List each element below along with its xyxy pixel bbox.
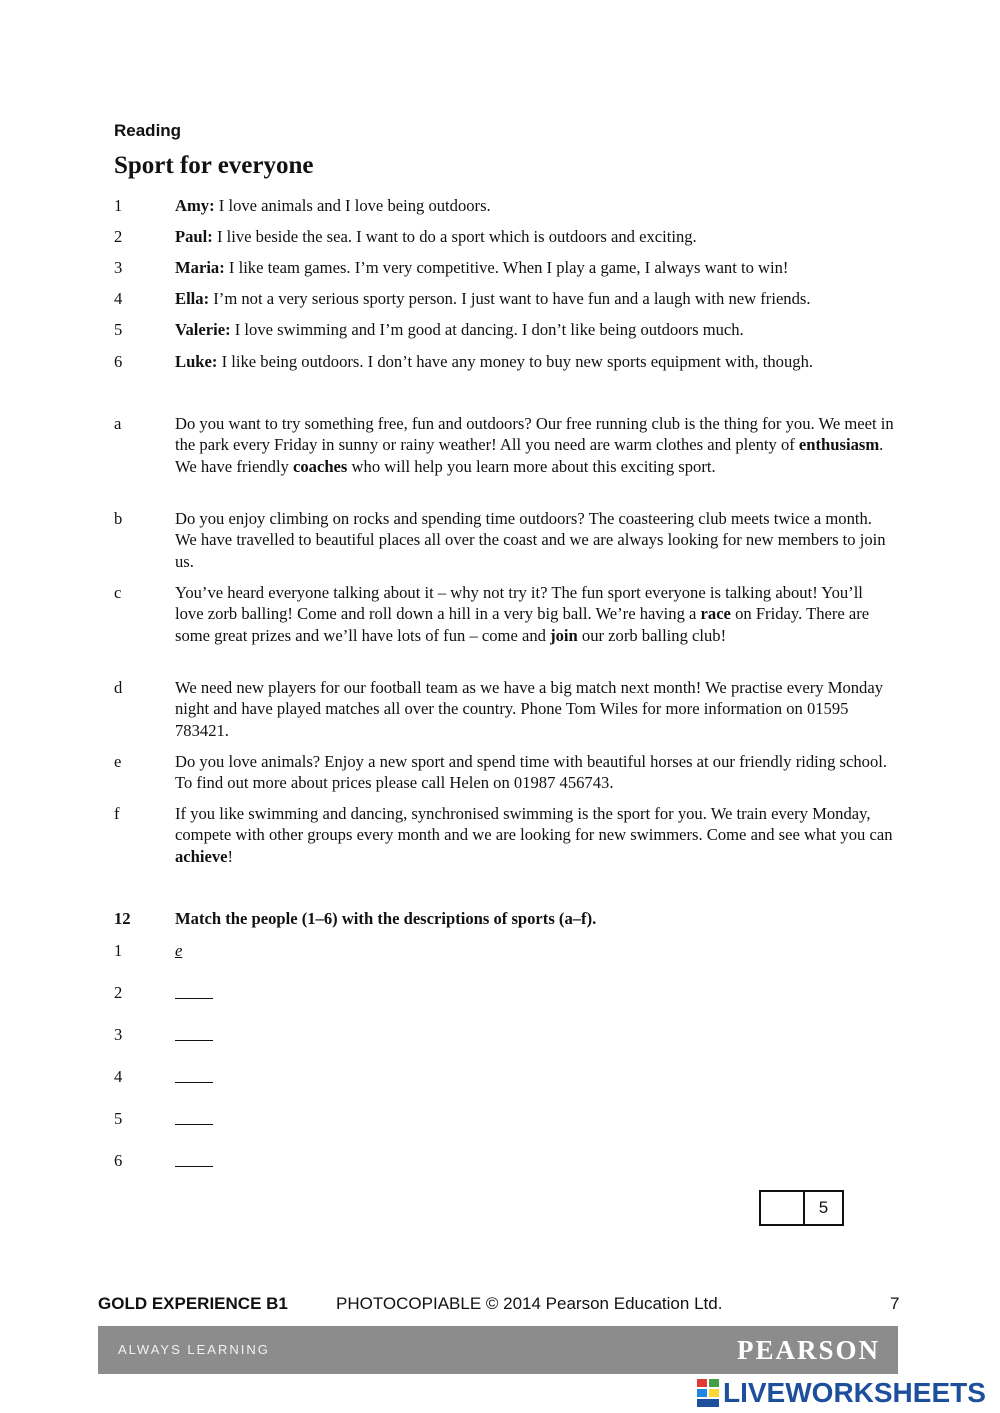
sport-description: Do you love animals? Enjoy a new sport and spend time with beautiful horses at our friendly riding school. To find out more about prices please call Helen on 01987 456743. xyxy=(175,752,887,793)
answer-field[interactable] xyxy=(175,982,213,999)
sport-description: Do you enjoy climbing on rocks and spending time outdoors? The coasteering club meets twice a month. We have travelled to beautiful places all over the coast and we are always looking for new members to join us. xyxy=(175,509,886,571)
task-number: 12 xyxy=(114,909,131,928)
item-letter: f xyxy=(114,804,120,823)
item-number: 4 xyxy=(114,289,123,308)
section-label: Reading xyxy=(114,121,182,140)
watermark-text: LIVEWORKSHEETS xyxy=(723,1377,986,1408)
person-statement: I like being outdoors. I don’t have any money to buy new sports equipment with, though. xyxy=(217,352,814,371)
footer-banner xyxy=(98,1326,898,1374)
sport-description: We need new players for our football team as we have a big match next month! We practise every Monday night and have played matches all over the country. Phone Tom Wiles for more information on 01595 783421. xyxy=(175,678,883,740)
page-number: 7 xyxy=(890,1294,900,1313)
item-number: 3 xyxy=(114,258,123,277)
book-title: GOLD EXPERIENCE B1 xyxy=(98,1294,288,1313)
person-name: Luke: xyxy=(175,352,218,371)
person-statement: I like team games. I’m very competitive. When I play a game, I always want to win! xyxy=(224,258,789,277)
answer-number: 6 xyxy=(114,1151,123,1170)
task-instruction: Match the people (1–6) with the descriptions of sports (a–f). xyxy=(175,909,597,928)
item-letter: e xyxy=(114,752,122,771)
item-letter: c xyxy=(114,583,122,602)
answer-number: 3 xyxy=(114,1025,123,1044)
item-number: 5 xyxy=(114,320,123,339)
item-letter: d xyxy=(114,678,123,697)
page-title: Sport for everyone xyxy=(114,152,314,179)
banner-tagline: ALWAYS LEARNING xyxy=(118,1342,270,1357)
item-number: 1 xyxy=(114,196,123,215)
person-statement: I love swimming and I’m good at dancing. I don’t like being outdoors much. xyxy=(230,320,744,339)
answer-field[interactable] xyxy=(175,1066,213,1083)
copyright-notice: PHOTOCOPIABLE © 2014 Pearson Education Ltd. xyxy=(336,1294,723,1313)
item-number: 2 xyxy=(114,227,123,246)
sport-description: You’ve heard everyone talking about it – why not try it? The fun sport everyone is talking about! You’ll love zorb balling! Come and roll down a hill in a very big ball. We’re having a race on Friday. There are some great prizes and we’ll have lots of fun – come and join our zorb balling club! xyxy=(175,583,870,645)
person-name: Valerie: xyxy=(175,320,231,339)
liveworksheets-icon xyxy=(697,1379,719,1407)
person-name: Amy: xyxy=(175,196,215,215)
score-total: 5 xyxy=(818,1198,829,1217)
person-statement: I live beside the sea. I want to do a sport which is outdoors and exciting. xyxy=(212,227,697,246)
answer-number: 2 xyxy=(114,983,123,1002)
answer-field[interactable] xyxy=(175,1150,213,1167)
person-name: Ella: xyxy=(175,289,210,308)
publisher-logo: PEARSON xyxy=(736,1335,880,1365)
answer-number: 4 xyxy=(114,1067,123,1086)
answer-field[interactable]: e xyxy=(175,941,183,960)
person-statement: I’m not a very serious sporty person. I just want to have fun and a laugh with new friends. xyxy=(209,289,811,308)
item-letter: b xyxy=(114,509,123,528)
item-letter: a xyxy=(114,414,122,433)
person-name: Maria: xyxy=(175,258,225,277)
sport-description: If you like swimming and dancing, synchronised swimming is the sport for you. We train every Monday, compete with other groups every month and we are looking for new swimmers. Come and see what you can achieve! xyxy=(175,804,893,866)
watermark xyxy=(697,1377,986,1409)
sport-description: Do you want to try something free, fun and outdoors? Our free running club is the thing for you. We meet in the park every Friday in sunny or rainy weather! All you need are warm clothes and plenty of enthusiasm. We have friendly coaches who will help you learn more about this exciting sport. xyxy=(175,414,894,476)
person-name: Paul: xyxy=(175,227,213,246)
answer-field[interactable] xyxy=(175,1108,213,1125)
item-number: 6 xyxy=(114,352,123,371)
score-box xyxy=(759,1190,844,1226)
score-input[interactable] xyxy=(761,1192,805,1224)
answer-number: 1 xyxy=(114,941,123,960)
answer-number: 5 xyxy=(114,1109,123,1128)
person-statement: I love animals and I love being outdoors. xyxy=(214,196,491,215)
answer-field[interactable] xyxy=(175,1024,213,1041)
